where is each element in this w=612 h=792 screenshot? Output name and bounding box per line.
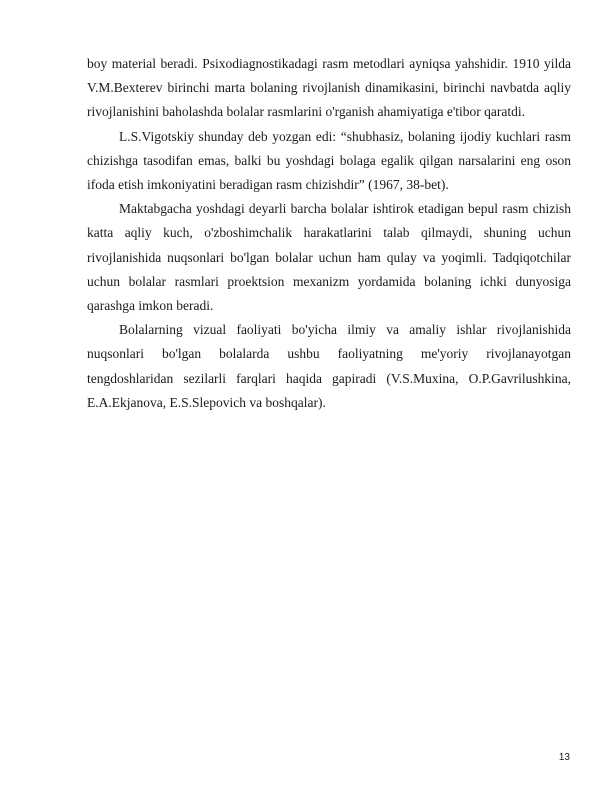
paragraph-4: Bolalarning vizual faoliyati bo'yicha ilmiy va amaliy ishlar rivojlanishida nuqsonlari bo'lgan bolalarda ushbu faoliyatning me'yoriy rivojlanayotgan tengdoshlaridan sezilarli farqlari haqida gapiradi (V.S.Muxina, O.P.Gavrilushkina, E.A.Ekjanova, E.S.Slepovich va boshqalar). [87, 322, 571, 410]
paragraph-1: boy material beradi. Psixodiagnostikadagi rasm metodlari ayniqsa yahshidir. 1910 yilda V.M.Bexterev birinchi marta bolaning rivojlanish dinamikasini, birinchi navbatda aqliy rivojlanishini baholashda bolalar rasmlarini o'rganish ahamiyatiga e'tibor qaratdi. [87, 56, 571, 120]
paragraph-3: Maktabgacha yoshdagi deyarli barcha bolalar ishtirok etadigan bepul rasm chizish katta aqliy kuch, o'zboshimchalik harakatlarini talab qilmaydi, shuning uchun rivojlanishida nuqsonlari bo'lgan bolalar uchun ham qulay va yoqimli. Tadqiqotchilar uchun bolalar rasmlari proektsion mexanizm yordamida bolaning ichki dunyosiga qarashga imkon beradi. [87, 201, 571, 314]
paragraph-2: L.S.Vigotskiy shunday deb yozgan edi: “shubhasiz, bolaning ijodiy kuchlari rasm chizishga tasodifan emas, balki bu yoshdagi bolaga egalik qilgan narsalarini eng oson ifoda etish imkoniyatini beradigan rasm chizishdir” (1967, 38-bet). [87, 128, 571, 193]
body-text [87, 52, 571, 415]
page-number: 13 [558, 752, 570, 763]
